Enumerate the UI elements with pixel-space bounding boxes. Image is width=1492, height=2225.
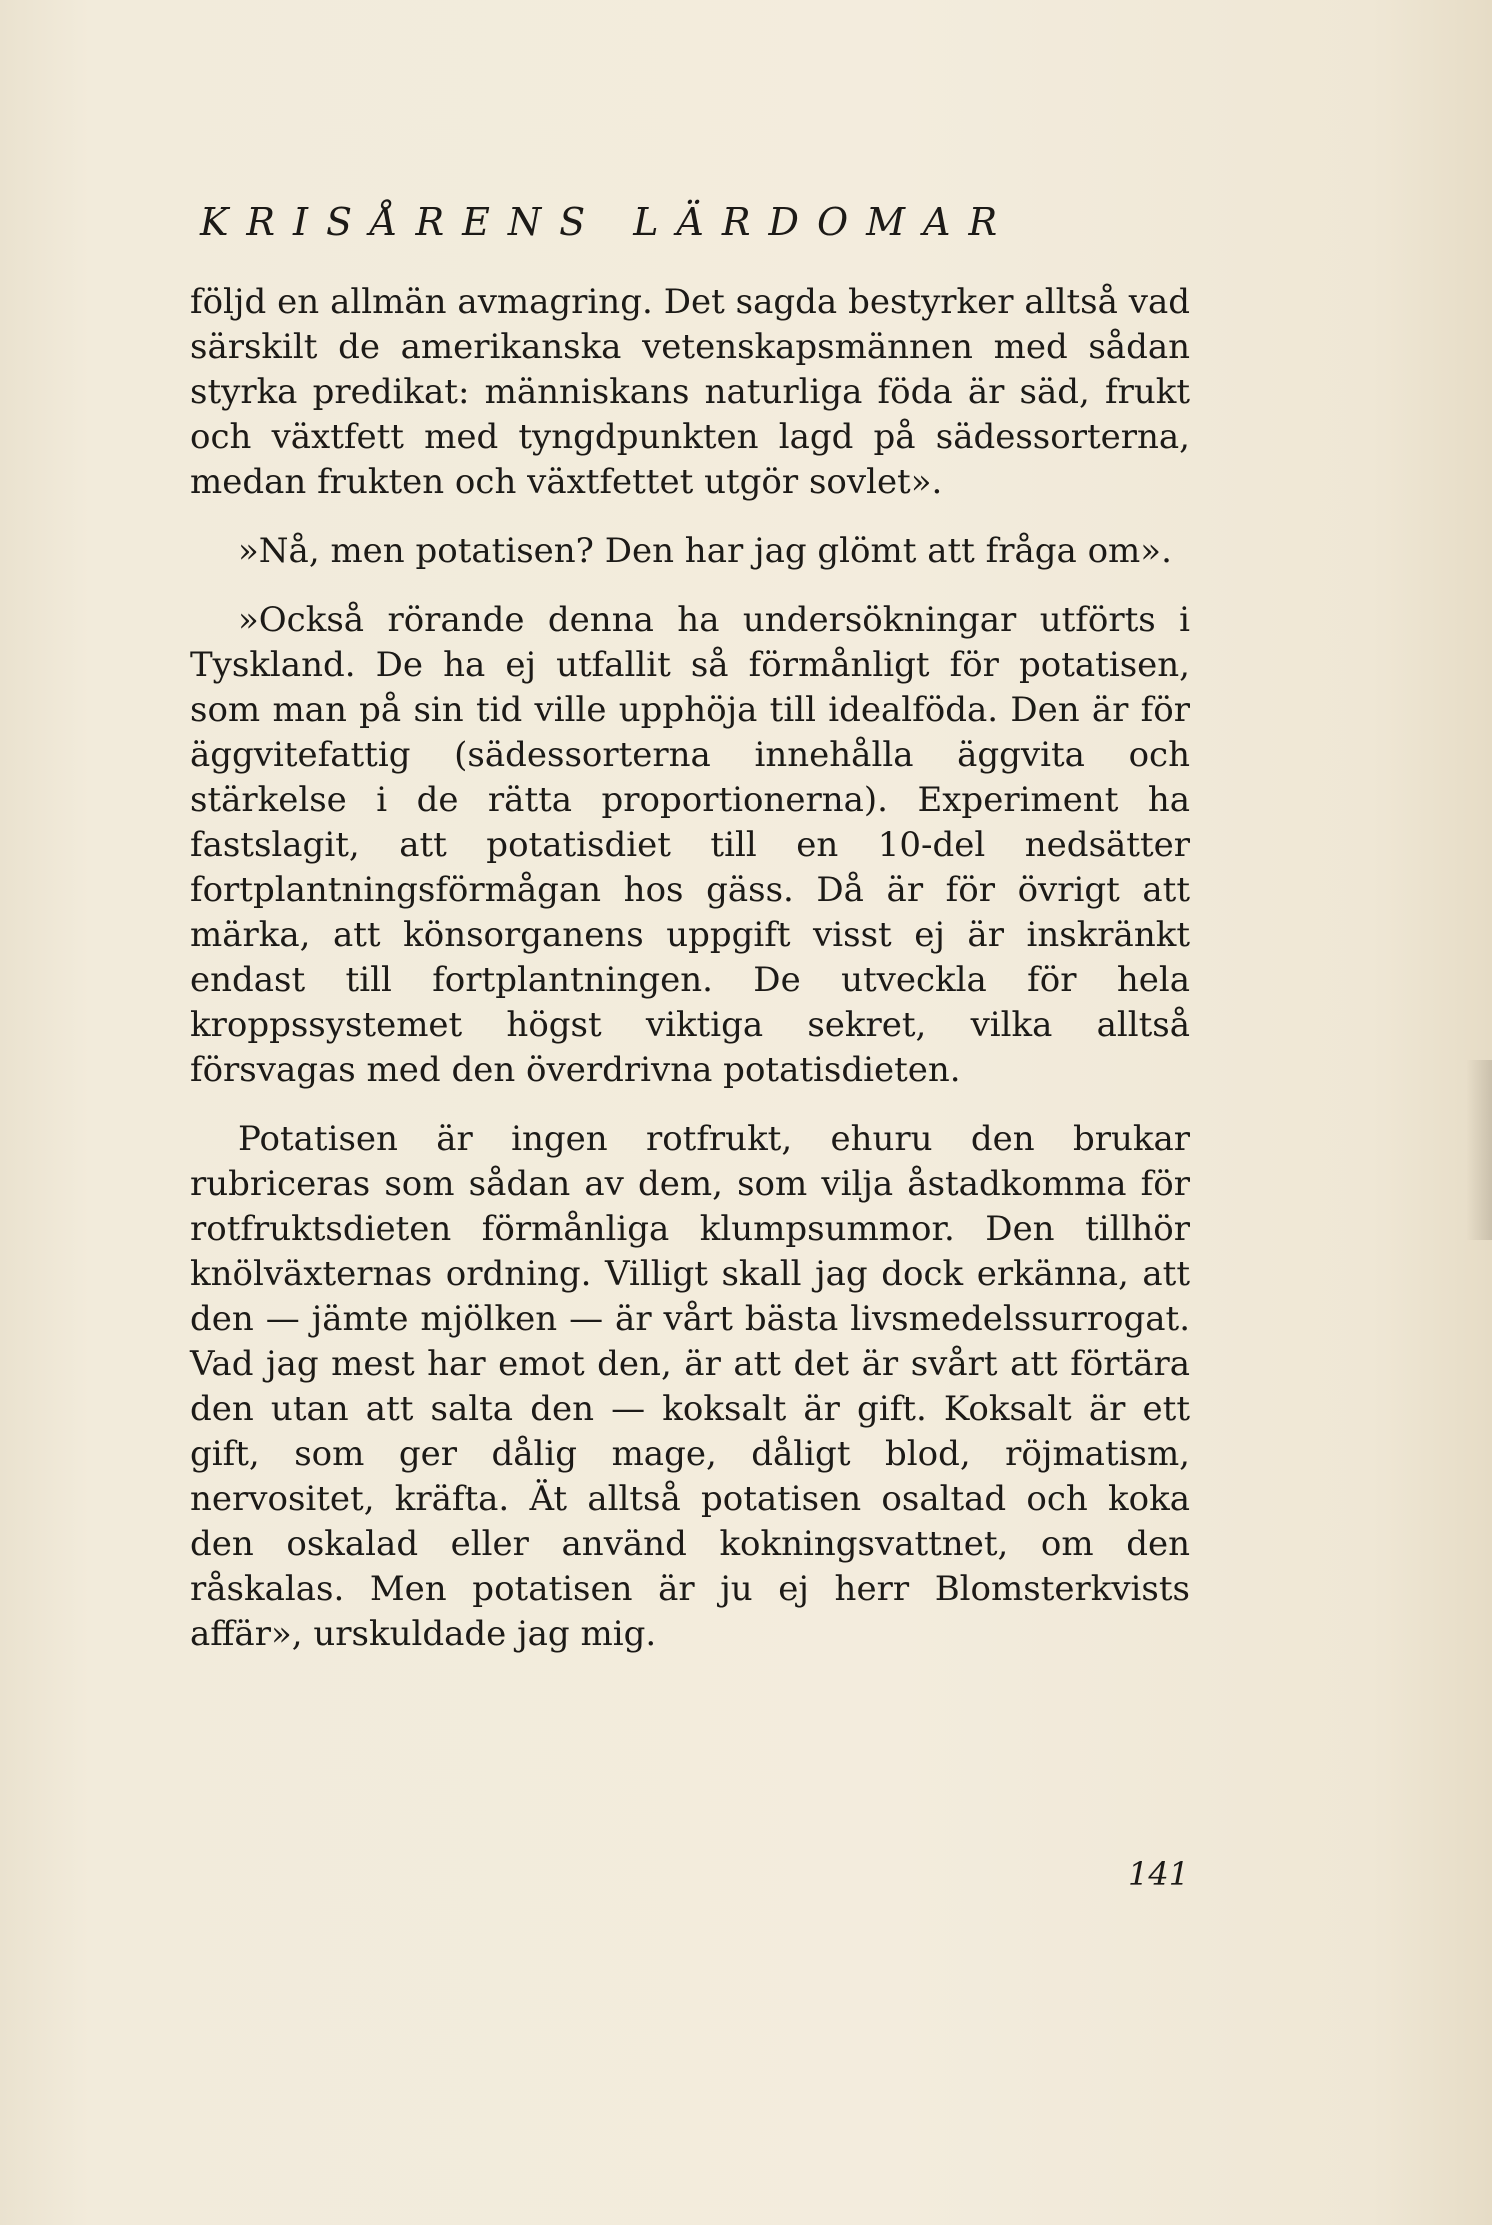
body-text xyxy=(190,280,1190,1681)
paragraph-3: »Också rörande denna ha undersökningar utförts i Tyskland. De ha ej utfallit så förmånligt för potatisen, som man på sin tid ville upphöja till idealföda. Den är för äggvitefattig (sädessorterna innehålla äggvita och stärkelse i de rätta proportionerna). Experiment ha fastslagit, att potatisdiet till en 10-del nedsätter fortplantningsförmågan hos gäss. Då är för övrigt att märka, att könsorganens uppgift visst ej är inskränkt endast till fortplantningen. De utveckla för hela kroppssystemet högst viktiga sekret, vilka alltså försvagas med den överdrivna potatisdieten. xyxy=(190,600,1190,1090)
page-edge-shadow xyxy=(1466,1060,1492,1240)
paragraph-1: följd en allmän avmagring. Det sagda bestyrker alltså vad särskilt de amerikanska vetenskapsmännen med sådan styrka predikat: människans naturliga föda är säd, frukt och växtfett med tyngdpunkten lagd på sädessorterna, medan frukten och växtfettet utgör sovlet». xyxy=(190,282,1190,502)
paragraph-2: »Nå, men potatisen? Den har jag glömt att fråga om». xyxy=(238,531,1172,571)
page-number: 141 xyxy=(1128,1855,1190,1893)
paragraph-4: Potatisen är ingen rotfrukt, ehuru den brukar rubriceras som sådan av dem, som vilja åstadkomma för rotfruktsdieten förmånliga klumpsummor. Den tillhör knölväxternas ordning. Villigt skall jag dock erkänna, att den — jämte mjölken — är vårt bästa livsmedelssurrogat. Vad jag mest har emot den, är att det är svårt att förtära den utan att salta den — koksalt är gift. Koksalt är ett gift, som ger dålig mage, dåligt blod, röjmatism, nervositet, kräfta. Ät alltså potatisen osaltad och koka den oskalad eller använd kokningsvattnet, om den råskalas. Men potatisen är ju ej herr Blomsterkvists affär», urskuldade jag mig. xyxy=(190,1119,1190,1654)
running-head: KRISÅRENS LÄRDOMAR xyxy=(200,200,1016,244)
